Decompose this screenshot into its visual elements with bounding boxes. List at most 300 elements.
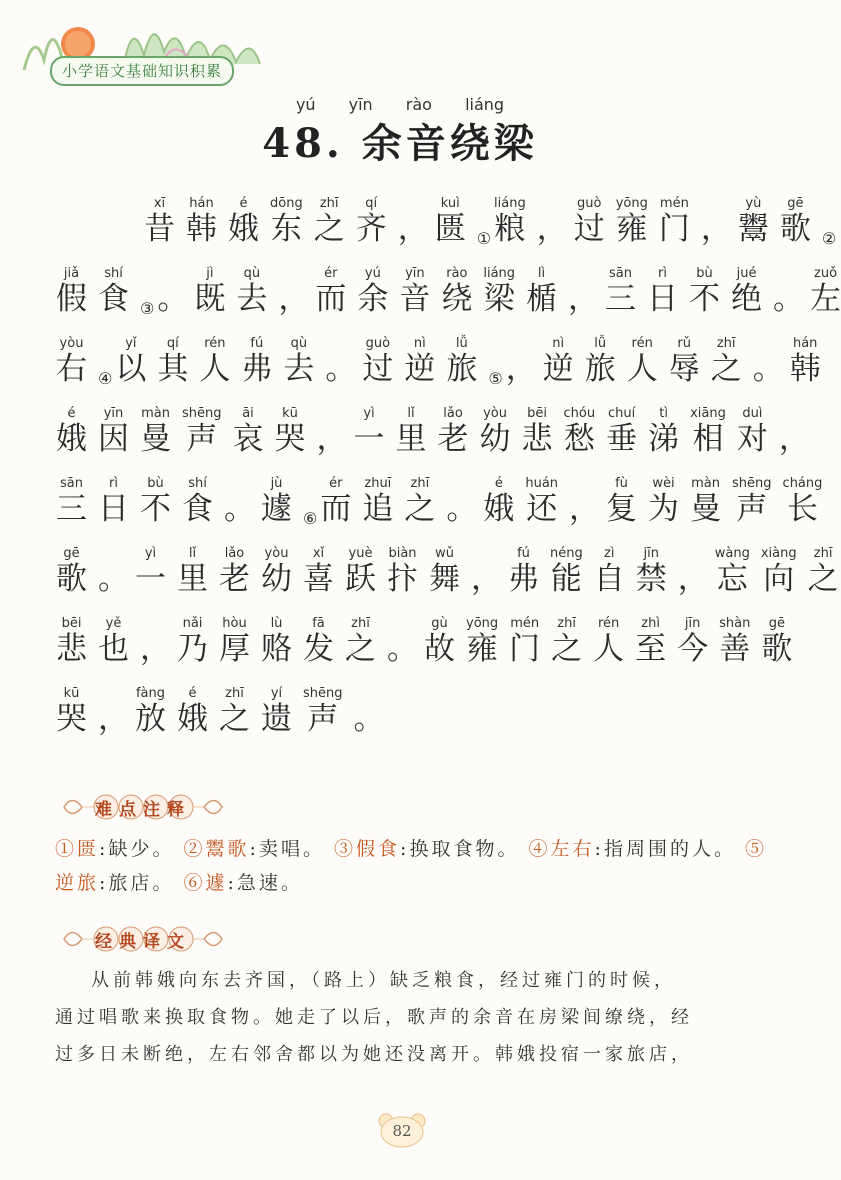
hanzi: 垂 bbox=[606, 421, 638, 457]
pinyin: lǎo bbox=[219, 546, 250, 561]
pinyin: qí bbox=[355, 196, 387, 211]
hanzi: 跃 bbox=[345, 561, 376, 597]
character-with-pinyin bbox=[810, 267, 841, 318]
hanzi: 哀 bbox=[232, 421, 264, 457]
hanzi: 人 bbox=[593, 631, 625, 667]
character-with-pinyin bbox=[564, 407, 596, 458]
punctuation: ， bbox=[536, 211, 568, 247]
footnote-marker: ② bbox=[821, 229, 837, 248]
character-with-pinyin bbox=[690, 407, 726, 458]
character-with-pinyin bbox=[761, 617, 792, 668]
character-with-pinyin bbox=[140, 407, 171, 458]
note-number: ⑥ bbox=[183, 872, 206, 894]
hanzi: 悲 bbox=[56, 631, 87, 667]
hanzi: 韩 bbox=[186, 211, 217, 247]
hanzi: 声 bbox=[732, 491, 772, 527]
character-with-pinyin bbox=[98, 477, 129, 528]
note-entry: ⑥遽:急速。 bbox=[183, 872, 303, 894]
pinyin: qí bbox=[157, 336, 189, 351]
pinyin: qù bbox=[283, 336, 315, 351]
hanzi: 复 bbox=[606, 491, 638, 527]
character-with-pinyin bbox=[715, 547, 750, 598]
note-term: 匮 bbox=[77, 838, 100, 860]
hanzi: 愁 bbox=[563, 421, 596, 457]
pinyin: lǚ bbox=[446, 336, 478, 351]
character-with-pinyin bbox=[669, 337, 700, 388]
character-with-pinyin bbox=[761, 547, 797, 598]
pinyin: huán bbox=[525, 476, 559, 491]
hanzi: 老 bbox=[219, 561, 250, 597]
note-entry: ③假食:换取食物。 bbox=[334, 838, 520, 860]
note-term: 左右 bbox=[550, 838, 595, 860]
hanzi: 哭 bbox=[274, 421, 306, 457]
hanzi: 长 bbox=[782, 491, 823, 527]
hanzi: 一 bbox=[353, 421, 385, 457]
character-with-pinyin bbox=[441, 267, 472, 318]
text-line bbox=[56, 668, 776, 738]
hanzi: 悲 bbox=[521, 421, 553, 457]
character-with-pinyin bbox=[98, 267, 129, 318]
character-with-pinyin bbox=[219, 617, 250, 668]
character-with-pinyin bbox=[56, 477, 87, 528]
character-with-pinyin bbox=[494, 197, 526, 248]
lesson-number: 48. bbox=[262, 120, 344, 167]
hanzi: 也 bbox=[98, 631, 129, 667]
pinyin: yōng bbox=[615, 196, 648, 211]
pinyin: lǐ bbox=[395, 406, 427, 421]
pinyin: yīn bbox=[98, 406, 129, 421]
hanzi: 以 bbox=[115, 351, 147, 387]
hanzi: 幼 bbox=[261, 561, 292, 597]
pinyin: é bbox=[56, 406, 87, 421]
character-with-pinyin bbox=[261, 687, 292, 738]
character-with-pinyin bbox=[543, 337, 574, 388]
pinyin: tì bbox=[648, 406, 680, 421]
character-with-pinyin bbox=[261, 617, 292, 668]
character-with-pinyin bbox=[261, 477, 292, 528]
hanzi: 相 bbox=[690, 421, 726, 457]
pinyin: zhī bbox=[710, 336, 742, 351]
pinyin: fàng bbox=[135, 686, 166, 701]
hanzi: 发 bbox=[303, 631, 334, 667]
hanzi: 鬻 bbox=[737, 211, 769, 247]
pinyin: bù bbox=[689, 266, 721, 281]
hanzi: 弗 bbox=[508, 561, 539, 597]
pinyin: chuí bbox=[606, 406, 638, 421]
punctuation: 。 bbox=[773, 281, 805, 317]
character-with-pinyin bbox=[275, 407, 306, 458]
hanzi: 食 bbox=[182, 491, 213, 527]
character-with-pinyin bbox=[98, 617, 129, 668]
series-banner bbox=[14, 10, 314, 78]
character-with-pinyin bbox=[356, 197, 387, 248]
pinyin: fú bbox=[508, 546, 539, 561]
translation-line: 过多日未断绝，左右邻舍都以为她还没离开。韩娥投宿一家旅店， bbox=[55, 1044, 693, 1065]
hanzi: 雍 bbox=[615, 211, 648, 247]
pinyin: jīn bbox=[677, 616, 709, 631]
character-with-pinyin bbox=[228, 197, 259, 248]
text-line bbox=[56, 388, 810, 458]
pinyin: ér bbox=[320, 476, 352, 491]
pinyin: ér bbox=[315, 266, 347, 281]
hanzi: 舞 bbox=[429, 561, 460, 597]
hanzi: 至 bbox=[635, 631, 667, 667]
character-with-pinyin bbox=[605, 267, 636, 318]
pinyin: rì bbox=[647, 266, 679, 281]
pinyin: jì bbox=[194, 266, 226, 281]
note-entry: ④左右:指周围的人。 bbox=[528, 838, 736, 860]
punctuation: 。 bbox=[157, 281, 189, 317]
pinyin: é bbox=[228, 196, 259, 211]
character-with-pinyin bbox=[270, 197, 303, 248]
hanzi: 假 bbox=[56, 281, 87, 317]
punctuation: ， bbox=[98, 701, 129, 737]
pinyin: xǐ bbox=[303, 546, 334, 561]
pinyin: bēi bbox=[56, 616, 87, 631]
pinyin: zhī bbox=[219, 686, 250, 701]
punctuation: ， bbox=[471, 561, 502, 597]
hanzi: 为 bbox=[648, 491, 680, 527]
pinyin: wǔ bbox=[429, 546, 460, 561]
character-with-pinyin bbox=[647, 267, 678, 318]
pinyin: wàng bbox=[714, 546, 750, 561]
notes-list bbox=[55, 832, 775, 900]
text-line bbox=[56, 458, 823, 528]
pinyin: shí bbox=[182, 476, 213, 491]
hanzi: 去 bbox=[236, 281, 268, 317]
character-with-pinyin bbox=[635, 617, 666, 668]
character-with-pinyin bbox=[303, 617, 334, 668]
hanzi: 昔 bbox=[144, 211, 175, 247]
pinyin: biàn bbox=[387, 546, 418, 561]
pinyin: gē bbox=[779, 196, 811, 211]
note-definition: 卖唱。 bbox=[258, 838, 325, 860]
hanzi: 歌 bbox=[56, 561, 87, 597]
character-with-pinyin bbox=[144, 197, 175, 248]
pinyin: é bbox=[483, 476, 515, 491]
pinyin: jīn bbox=[635, 546, 667, 561]
pinyin: hán bbox=[186, 196, 217, 211]
punctuation: ， bbox=[569, 491, 601, 527]
pinyin: yòu bbox=[261, 546, 292, 561]
pinyin: rì bbox=[98, 476, 129, 491]
character-with-pinyin bbox=[399, 267, 430, 318]
hanzi: 之 bbox=[219, 701, 250, 737]
hanzi: 日 bbox=[647, 281, 679, 317]
text-line bbox=[56, 248, 841, 318]
punctuation: ， bbox=[140, 631, 171, 667]
title-pinyin-syllable: rào bbox=[405, 95, 432, 114]
character-with-pinyin bbox=[56, 547, 87, 598]
character-with-pinyin bbox=[808, 547, 839, 598]
character-with-pinyin bbox=[56, 337, 87, 388]
text-line bbox=[56, 178, 837, 248]
character-with-pinyin bbox=[135, 687, 166, 738]
character-with-pinyin bbox=[424, 617, 455, 668]
note-term: 鬻歌 bbox=[205, 838, 250, 860]
hanzi: 齐 bbox=[355, 211, 387, 247]
hanzi: 梁 bbox=[483, 281, 516, 317]
text-line bbox=[56, 318, 821, 388]
pinyin: zhī bbox=[551, 616, 583, 631]
hanzi: 其 bbox=[157, 351, 189, 387]
pinyin: kuì bbox=[434, 196, 466, 211]
hanzi: 歌 bbox=[779, 211, 811, 247]
character-with-pinyin bbox=[585, 337, 616, 388]
pinyin: zuǒ bbox=[810, 266, 841, 281]
punctuation: ， bbox=[778, 421, 810, 457]
pinyin: guò bbox=[362, 336, 394, 351]
pinyin: chóu bbox=[563, 406, 596, 421]
hanzi: 去 bbox=[283, 351, 315, 387]
hanzi: 乃 bbox=[177, 631, 208, 667]
note-number: ④ bbox=[528, 838, 551, 860]
pinyin: yú bbox=[357, 266, 389, 281]
character-with-pinyin bbox=[790, 337, 821, 388]
title-pinyin-syllable: yīn bbox=[348, 95, 373, 114]
character-with-pinyin bbox=[320, 477, 351, 528]
pinyin: zhuī bbox=[362, 476, 394, 491]
character-with-pinyin bbox=[550, 547, 583, 598]
character-with-pinyin bbox=[526, 267, 557, 318]
hanzi: 之 bbox=[807, 561, 839, 597]
lesson-title bbox=[0, 112, 800, 169]
pinyin: zhī bbox=[345, 616, 376, 631]
character-with-pinyin bbox=[135, 547, 166, 598]
hanzi: 里 bbox=[177, 561, 208, 597]
pinyin: sān bbox=[56, 476, 87, 491]
hanzi: 一 bbox=[135, 561, 166, 597]
pinyin: dōng bbox=[270, 196, 303, 211]
character-with-pinyin bbox=[466, 617, 498, 668]
note-number: ⑤ bbox=[745, 838, 768, 860]
punctuation: ， bbox=[505, 351, 537, 387]
hanzi: 逆 bbox=[404, 351, 436, 387]
note-number: ① bbox=[55, 838, 78, 860]
pinyin: cháng bbox=[782, 476, 823, 491]
translation-heading-text: 经典译文 bbox=[95, 932, 191, 952]
hanzi: 遽 bbox=[261, 491, 292, 527]
hanzi: 左 bbox=[810, 281, 841, 317]
character-with-pinyin bbox=[396, 407, 427, 458]
pinyin: fā bbox=[303, 616, 334, 631]
character-with-pinyin bbox=[593, 617, 624, 668]
hanzi: 之 bbox=[710, 351, 742, 387]
character-with-pinyin bbox=[387, 547, 418, 598]
pinyin: yì bbox=[135, 546, 166, 561]
character-with-pinyin bbox=[56, 267, 87, 318]
punctuation: 。 bbox=[325, 351, 357, 387]
character-with-pinyin bbox=[182, 477, 213, 528]
character-with-pinyin bbox=[616, 197, 648, 248]
pinyin: lì bbox=[526, 266, 558, 281]
punctuation: 。 bbox=[446, 491, 478, 527]
hanzi: 逆 bbox=[542, 351, 574, 387]
hanzi: 旅 bbox=[584, 351, 616, 387]
hanzi: 对 bbox=[736, 421, 768, 457]
hanzi: 之 bbox=[313, 211, 345, 247]
character-with-pinyin bbox=[780, 197, 811, 248]
character-with-pinyin bbox=[315, 267, 346, 318]
hanzi: 禁 bbox=[635, 561, 667, 597]
punctuation: 。 bbox=[224, 491, 255, 527]
hanzi: 善 bbox=[719, 631, 751, 667]
hanzi: 老 bbox=[437, 421, 469, 457]
punctuation: ， bbox=[568, 281, 600, 317]
character-with-pinyin bbox=[157, 337, 188, 388]
text-line bbox=[56, 598, 793, 668]
pinyin: néng bbox=[550, 546, 583, 561]
character-with-pinyin bbox=[509, 617, 540, 668]
character-with-pinyin bbox=[182, 407, 222, 458]
hanzi: 食 bbox=[98, 281, 129, 317]
note-definition: 缺少。 bbox=[108, 838, 175, 860]
character-with-pinyin bbox=[236, 267, 267, 318]
text-line bbox=[56, 528, 839, 598]
pinyin: mén bbox=[658, 196, 690, 211]
pinyin: kū bbox=[56, 686, 87, 701]
pinyin: zhì bbox=[635, 616, 667, 631]
pinyin: hán bbox=[789, 336, 821, 351]
punctuation: ， bbox=[397, 211, 429, 247]
hanzi: 娥 bbox=[483, 491, 515, 527]
character-with-pinyin bbox=[508, 547, 539, 598]
character-with-pinyin bbox=[737, 407, 768, 458]
pinyin: shàn bbox=[719, 616, 751, 631]
pinyin: shēng bbox=[732, 476, 772, 491]
hanzi: 声 bbox=[303, 701, 343, 737]
hanzi: 今 bbox=[677, 631, 709, 667]
note-number: ② bbox=[183, 838, 206, 860]
character-with-pinyin bbox=[627, 337, 658, 388]
pinyin: hòu bbox=[219, 616, 250, 631]
character-with-pinyin bbox=[574, 197, 605, 248]
pinyin: jù bbox=[261, 476, 292, 491]
hanzi: 因 bbox=[98, 421, 129, 457]
lesson-title-text: 余音绕梁 bbox=[361, 120, 538, 167]
hanzi: 弗 bbox=[241, 351, 273, 387]
hanzi: 既 bbox=[194, 281, 226, 317]
pinyin: zhī bbox=[807, 546, 839, 561]
pinyin: yīn bbox=[399, 266, 431, 281]
pinyin: xiàng bbox=[760, 546, 797, 561]
pinyin: nì bbox=[542, 336, 574, 351]
pinyin: duì bbox=[736, 406, 768, 421]
hanzi: 辱 bbox=[668, 351, 700, 387]
punctuation: ， bbox=[677, 561, 709, 597]
hanzi: 粮 bbox=[494, 211, 526, 247]
character-with-pinyin bbox=[659, 197, 690, 248]
hanzi: 歌 bbox=[761, 631, 793, 667]
hanzi: 还 bbox=[525, 491, 559, 527]
hanzi: 三 bbox=[605, 281, 637, 317]
character-with-pinyin bbox=[56, 687, 87, 738]
hanzi: 之 bbox=[404, 491, 436, 527]
note-term: 假食 bbox=[356, 838, 401, 860]
hanzi: 绝 bbox=[731, 281, 763, 317]
pinyin: yòu bbox=[479, 406, 511, 421]
pinyin: sān bbox=[605, 266, 637, 281]
notes-heading bbox=[58, 790, 228, 824]
character-with-pinyin bbox=[199, 337, 230, 388]
character-with-pinyin bbox=[404, 337, 435, 388]
pinyin: yì bbox=[353, 406, 385, 421]
character-with-pinyin bbox=[525, 477, 558, 528]
hanzi: 娥 bbox=[56, 421, 87, 457]
hanzi: 娥 bbox=[177, 701, 208, 737]
pinyin: shí bbox=[98, 266, 129, 281]
hanzi: 过 bbox=[573, 211, 605, 247]
pinyin: qù bbox=[236, 266, 268, 281]
character-with-pinyin bbox=[303, 687, 343, 738]
hanzi: 门 bbox=[509, 631, 541, 667]
character-with-pinyin bbox=[648, 407, 679, 458]
character-with-pinyin bbox=[219, 687, 250, 738]
pinyin: yǐ bbox=[115, 336, 147, 351]
pinyin: lù bbox=[261, 616, 292, 631]
hanzi: 人 bbox=[199, 351, 231, 387]
hanzi: 韩 bbox=[789, 351, 821, 387]
classical-text bbox=[56, 178, 841, 738]
character-with-pinyin bbox=[283, 337, 314, 388]
character-with-pinyin bbox=[303, 547, 334, 598]
hanzi: 日 bbox=[98, 491, 129, 527]
character-with-pinyin bbox=[177, 547, 208, 598]
punctuation: ， bbox=[700, 211, 732, 247]
note-term: 逆旅 bbox=[55, 872, 100, 894]
hanzi: 三 bbox=[56, 491, 87, 527]
character-with-pinyin bbox=[483, 477, 514, 528]
hanzi: 涕 bbox=[648, 421, 680, 457]
hanzi: 赂 bbox=[261, 631, 292, 667]
hanzi: 之 bbox=[345, 631, 376, 667]
pinyin: liáng bbox=[483, 266, 516, 281]
pinyin: xī bbox=[144, 196, 175, 211]
hanzi: 门 bbox=[658, 211, 690, 247]
hanzi: 放 bbox=[135, 701, 166, 737]
punctuation: 。 bbox=[353, 701, 385, 737]
hanzi: 自 bbox=[593, 561, 625, 597]
pinyin: zì bbox=[593, 546, 625, 561]
hanzi: 余 bbox=[357, 281, 389, 317]
pinyin: xiāng bbox=[690, 406, 726, 421]
character-with-pinyin bbox=[261, 547, 292, 598]
character-with-pinyin bbox=[115, 337, 146, 388]
character-with-pinyin bbox=[677, 617, 708, 668]
character-with-pinyin bbox=[690, 477, 721, 528]
pinyin: màn bbox=[140, 406, 171, 421]
character-with-pinyin bbox=[140, 477, 171, 528]
hanzi: 而 bbox=[315, 281, 347, 317]
hanzi: 音 bbox=[399, 281, 431, 317]
note-definition: 旅店。 bbox=[108, 872, 175, 894]
pinyin: mén bbox=[509, 616, 541, 631]
hanzi: 曼 bbox=[140, 421, 171, 457]
pinyin: rào bbox=[441, 266, 473, 281]
series-label: 小学语文基础知识积累 bbox=[50, 56, 234, 86]
character-with-pinyin bbox=[483, 267, 515, 318]
page-number-badge bbox=[377, 1112, 427, 1148]
page-number: 82 bbox=[392, 1122, 412, 1140]
hanzi: 幼 bbox=[479, 421, 511, 457]
pinyin: fù bbox=[606, 476, 638, 491]
hanzi: 匮 bbox=[434, 211, 466, 247]
punctuation: 。 bbox=[387, 631, 418, 667]
hanzi: 楯 bbox=[526, 281, 558, 317]
hanzi: 雍 bbox=[466, 631, 499, 667]
character-with-pinyin bbox=[357, 267, 388, 318]
character-with-pinyin bbox=[241, 337, 272, 388]
